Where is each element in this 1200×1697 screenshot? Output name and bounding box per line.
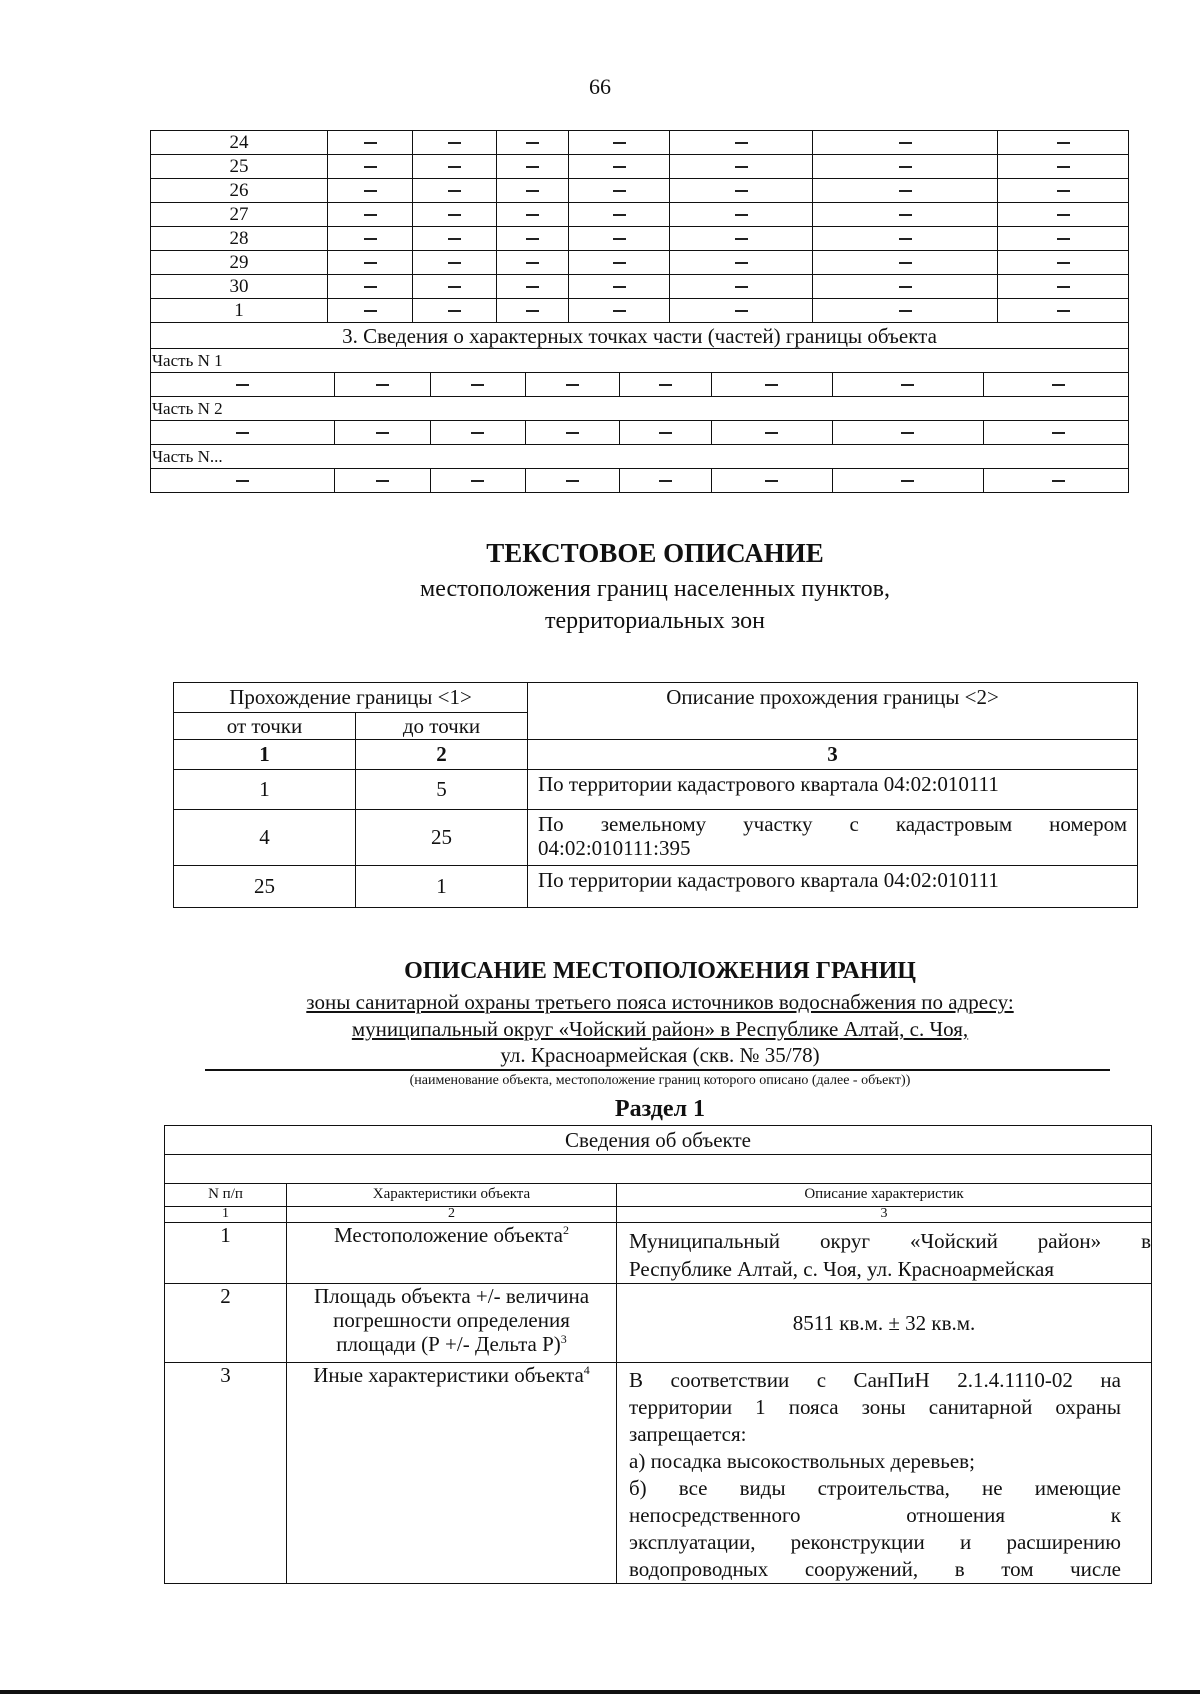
part-values-grid: [151, 469, 1129, 492]
empty-value-cell: [832, 373, 983, 396]
dash-mark: [1057, 310, 1070, 312]
empty-value-cell: [983, 469, 1129, 492]
empty-value-cell: [525, 373, 619, 396]
to-point: 5: [356, 770, 528, 810]
object-row: [165, 1363, 1152, 1584]
to-point: 25: [356, 810, 528, 866]
characteristic-cell: [287, 1363, 617, 1584]
empty-value-cell: [413, 299, 497, 323]
dash-mark: [899, 142, 912, 144]
empty-value-cell: [670, 131, 813, 155]
bottom-border: [0, 1690, 1200, 1694]
dash-mark: [735, 310, 748, 312]
empty-value-cell: [413, 203, 497, 227]
empty-value-cell: [151, 469, 334, 492]
header-from-point: от точки: [174, 713, 356, 740]
empty-value-cell: [813, 251, 998, 275]
dash-mark: [613, 214, 626, 216]
empty-value-cell: [569, 227, 670, 251]
dash-mark: [735, 262, 748, 264]
point-row: [151, 131, 1129, 155]
col-num-3: 3: [617, 1207, 1152, 1223]
empty-value-cell: [328, 275, 413, 299]
dash-mark: [735, 238, 748, 240]
empty-value-cell: [334, 421, 430, 444]
value-line: водопроводных сооружений, в том числе: [629, 1557, 1121, 1581]
dash-mark: [1057, 166, 1070, 168]
dash-mark: [1057, 238, 1070, 240]
dash-mark: [735, 190, 748, 192]
dash-mark: [364, 190, 377, 192]
point-row: [151, 203, 1129, 227]
footnote-ref: 2: [563, 1223, 569, 1237]
part-values-cell: [151, 373, 1129, 397]
point-number: 26: [151, 179, 328, 203]
text-description-title: ТЕКСТОВОЕ ОПИСАНИЕ: [486, 538, 824, 568]
empty-value-cell: [525, 469, 619, 492]
part-label: Часть N 1: [151, 349, 1129, 373]
dash-mark: [899, 238, 912, 240]
dash-mark: [526, 310, 539, 312]
dash-mark: [448, 190, 461, 192]
empty-value-cell: [497, 179, 569, 203]
section-title-characteristic-points: 3. Сведения о характерных точках части (частей) границы объекта: [151, 323, 1129, 349]
empty-value-cell: [328, 203, 413, 227]
empty-value-cell: [619, 469, 711, 492]
part-label: Часть N...: [151, 445, 1129, 469]
empty-value-cell: [430, 469, 525, 492]
dash-mark: [448, 286, 461, 288]
part-values-cell: [151, 469, 1129, 493]
page-number: 66: [589, 74, 611, 99]
dash-mark: [1057, 286, 1070, 288]
empty-value-cell: [711, 421, 832, 444]
dash-mark: [471, 384, 484, 386]
passage-description: [528, 866, 1138, 908]
header-characteristic: Характеристики объекта: [287, 1184, 617, 1207]
header-to-point: до точки: [356, 713, 528, 740]
object-name-line-1: зоны санитарной охраны третьего пояса источников водоснабжения по адресу:: [306, 990, 1014, 1014]
dash-mark: [899, 262, 912, 264]
dash-mark: [526, 142, 539, 144]
characteristic-text: Иные характеристики объекта: [313, 1363, 584, 1387]
empty-value-cell: [334, 469, 430, 492]
dash-mark: [899, 310, 912, 312]
dash-mark: [236, 480, 249, 482]
header-value: Описание характеристик: [617, 1184, 1152, 1207]
dash-mark: [471, 480, 484, 482]
point-row: [151, 299, 1129, 323]
dash-mark: [364, 262, 377, 264]
dash-mark: [566, 432, 579, 434]
value-line: а) посадка высокоствольных деревьев;: [629, 1449, 975, 1473]
points-table: [150, 130, 1129, 493]
dash-mark: [1057, 190, 1070, 192]
empty-value-cell: [413, 179, 497, 203]
col-num-2: 2: [356, 740, 528, 770]
passage-description-text: По земельному участку с кадастровым номером: [538, 812, 1128, 836]
empty-value-cell: [328, 179, 413, 203]
empty-value-cell: [998, 203, 1129, 227]
footnote-ref: 4: [583, 1363, 590, 1377]
empty-value-cell: [832, 421, 983, 444]
object-row: [165, 1223, 1152, 1284]
dash-mark: [613, 310, 626, 312]
empty-value-cell: [497, 251, 569, 275]
dash-mark: [364, 142, 377, 144]
dash-mark: [448, 238, 461, 240]
empty-value-cell: [569, 203, 670, 227]
dash-mark: [613, 238, 626, 240]
value-line: запрещается:: [629, 1422, 747, 1446]
characteristic-text: Площадь объекта +/- величина: [313, 1284, 590, 1308]
object-name-note: (наименование объекта, местоположение границ которого описано (далее - объект)): [409, 1073, 911, 1088]
empty-value-cell: [413, 131, 497, 155]
empty-value-cell: [328, 251, 413, 275]
empty-value-cell: [983, 421, 1129, 444]
empty-value-cell: [413, 227, 497, 251]
point-number: 1: [151, 299, 328, 323]
empty-value-cell: [813, 227, 998, 251]
part-values-row: [151, 421, 1129, 445]
section-title: Раздел 1: [614, 1096, 706, 1122]
value-line: эксплуатации, реконструкции и расширению: [629, 1530, 1121, 1554]
dash-mark: [448, 262, 461, 264]
empty-value-cell: [670, 251, 813, 275]
empty-value-cell: [334, 373, 430, 396]
empty-value-cell: [998, 299, 1129, 323]
dash-mark: [659, 384, 672, 386]
dash-mark: [448, 214, 461, 216]
part-label-row: [151, 397, 1129, 421]
empty-value-cell: [328, 131, 413, 155]
empty-value-cell: [998, 131, 1129, 155]
from-point: 4: [174, 810, 356, 866]
empty-value-cell: [569, 275, 670, 299]
empty-value-cell: [813, 131, 998, 155]
point-row: [151, 275, 1129, 299]
from-point: 1: [174, 770, 356, 810]
part-values-grid: [151, 373, 1129, 396]
empty-value-cell: [998, 155, 1129, 179]
point-row: [151, 179, 1129, 203]
from-point: 25: [174, 866, 356, 908]
dash-mark: [364, 214, 377, 216]
dash-mark: [376, 384, 389, 386]
dash-mark: [364, 238, 377, 240]
empty-value-cell: [497, 299, 569, 323]
empty-value-cell: [497, 203, 569, 227]
empty-value-cell: [151, 421, 334, 444]
empty-value-cell: [430, 373, 525, 396]
empty-value-cell: [670, 203, 813, 227]
dash-mark: [1052, 384, 1065, 386]
passage-row: [174, 770, 1138, 810]
object-name-line-3: ул. Красноармейская (скв. № 35/78): [500, 1043, 820, 1067]
empty-value-cell: [813, 155, 998, 179]
dash-mark: [566, 480, 579, 482]
empty-value-cell: [328, 227, 413, 251]
dash-mark: [899, 286, 912, 288]
footnote-ref: 3: [560, 1332, 567, 1346]
point-number: 27: [151, 203, 328, 227]
point-row: [151, 227, 1129, 251]
value-cell: [617, 1363, 1152, 1584]
empty-value-cell: [569, 179, 670, 203]
empty-value-cell: [413, 251, 497, 275]
dash-mark: [448, 142, 461, 144]
passage-description-text: По территории кадастрового квартала 04:02:010111: [538, 868, 999, 892]
dash-mark: [899, 214, 912, 216]
dash-mark: [659, 432, 672, 434]
value-line: б) все виды строительства, не имеющие: [629, 1476, 1121, 1500]
object-row: [165, 1284, 1152, 1363]
dash-mark: [526, 262, 539, 264]
location-description-title: ОПИСАНИЕ МЕСТОПОЛОЖЕНИЯ ГРАНИЦ: [404, 958, 916, 984]
row-number: 2: [165, 1284, 287, 1363]
dash-mark: [526, 238, 539, 240]
dash-mark: [613, 286, 626, 288]
empty-value-cell: [998, 227, 1129, 251]
boundary-passage-table: [173, 682, 1138, 908]
dash-mark: [659, 480, 672, 482]
dash-mark: [364, 286, 377, 288]
dash-mark: [526, 286, 539, 288]
dash-mark: [1057, 262, 1070, 264]
empty-value-cell: [619, 421, 711, 444]
point-number: 29: [151, 251, 328, 275]
value-line: Республике Алтай, с. Чоя, ул. Красноармейская: [629, 1257, 1055, 1281]
dash-mark: [526, 214, 539, 216]
col-num-1: 1: [174, 740, 356, 770]
empty-value-cell: [525, 421, 619, 444]
text-description-subtitle-2: территориальных зон: [545, 608, 765, 634]
dash-mark: [765, 432, 778, 434]
dash-mark: [236, 432, 249, 434]
object-name-rule: [205, 1069, 1110, 1071]
value-cell: [617, 1223, 1152, 1284]
dash-mark: [471, 432, 484, 434]
empty-value-cell: [983, 373, 1129, 396]
empty-value-cell: [497, 155, 569, 179]
empty-value-cell: [619, 373, 711, 396]
empty-value-cell: [832, 469, 983, 492]
passage-row: [174, 866, 1138, 908]
point-number: 24: [151, 131, 328, 155]
empty-value-cell: [813, 299, 998, 323]
dash-mark: [613, 262, 626, 264]
empty-value-cell: [151, 373, 334, 396]
dash-mark: [735, 286, 748, 288]
part-values-grid: [151, 421, 1129, 444]
empty-value-cell: [670, 155, 813, 179]
to-point: 1: [356, 866, 528, 908]
dash-mark: [899, 166, 912, 168]
point-number: 25: [151, 155, 328, 179]
header-passage: Прохождение границы <1>: [174, 683, 528, 713]
dash-mark: [236, 384, 249, 386]
empty-value-cell: [497, 275, 569, 299]
empty-value-cell: [569, 251, 670, 275]
object-table-title: Сведения об объекте: [165, 1126, 1152, 1155]
empty-value-cell: [670, 227, 813, 251]
dash-mark: [901, 384, 914, 386]
dash-mark: [364, 166, 377, 168]
dash-mark: [364, 310, 377, 312]
dash-mark: [901, 480, 914, 482]
empty-value-cell: [569, 131, 670, 155]
empty-value-cell: [497, 227, 569, 251]
col-num-1: 1: [165, 1207, 287, 1223]
dash-mark: [613, 166, 626, 168]
empty-value-cell: [413, 155, 497, 179]
characteristic-text: Местоположение объекта: [333, 1223, 563, 1247]
dash-mark: [765, 384, 778, 386]
dash-mark: [448, 166, 461, 168]
passage-description: [528, 810, 1138, 866]
characteristic-cell: [287, 1284, 617, 1363]
passage-description-text-2: 04:02:010111:395: [538, 836, 691, 860]
dash-mark: [376, 432, 389, 434]
dash-mark: [899, 190, 912, 192]
dash-mark: [1052, 432, 1065, 434]
empty-value-cell: [670, 179, 813, 203]
empty-value-cell: [813, 203, 998, 227]
empty-value-cell: [328, 155, 413, 179]
characteristic-text: погрешности определения: [333, 1308, 570, 1332]
dash-mark: [1057, 214, 1070, 216]
passage-row: [174, 810, 1138, 866]
empty-value-cell: [430, 421, 525, 444]
point-row: [151, 251, 1129, 275]
header-description: Описание прохождения границы <2>: [528, 683, 1138, 740]
empty-value-cell: [670, 275, 813, 299]
dash-mark: [566, 384, 579, 386]
dash-mark: [526, 190, 539, 192]
part-label-row: [151, 445, 1129, 469]
empty-value-cell: [711, 373, 832, 396]
passage-description: [528, 770, 1138, 810]
dash-mark: [526, 166, 539, 168]
empty-value-cell: [569, 299, 670, 323]
object-info-table: [164, 1125, 1152, 1584]
dash-mark: [1052, 480, 1065, 482]
characteristic-text: площади (Р +/- Дельта Р): [336, 1332, 561, 1356]
characteristic-cell: [287, 1223, 617, 1284]
text-description-subtitle-1: местоположения границ населенных пунктов,: [420, 576, 890, 602]
value-line: непосредственного отношения к: [629, 1503, 1121, 1527]
object-name-line-2: муниципальный округ «Чойский район» в Республике Алтай, с. Чоя,: [351, 1017, 969, 1041]
dash-mark: [613, 190, 626, 192]
part-values-cell: [151, 421, 1129, 445]
part-label-row: [151, 349, 1129, 373]
empty-value-cell: [813, 275, 998, 299]
value-cell: 8511 кв.м. ± 32 кв.м.: [617, 1284, 1152, 1363]
col-num-3: 3: [528, 740, 1138, 770]
empty-value-cell: [328, 299, 413, 323]
empty-value-cell: [670, 299, 813, 323]
empty-value-cell: [998, 275, 1129, 299]
dash-mark: [735, 166, 748, 168]
object-table-spacer: [165, 1155, 1152, 1184]
header-number: N п/п: [165, 1184, 287, 1207]
row-number: 1: [165, 1223, 287, 1284]
point-row: [151, 155, 1129, 179]
col-num-2: 2: [287, 1207, 617, 1223]
dash-mark: [376, 480, 389, 482]
empty-value-cell: [497, 131, 569, 155]
part-values-row: [151, 373, 1129, 397]
value-line: территории 1 пояса зоны санитарной охраны: [629, 1395, 1121, 1419]
dash-mark: [448, 310, 461, 312]
point-number: 28: [151, 227, 328, 251]
empty-value-cell: [998, 179, 1129, 203]
empty-value-cell: [569, 155, 670, 179]
dash-mark: [901, 432, 914, 434]
value-line: Муниципальный округ «Чойский район» в: [629, 1229, 1151, 1253]
row-number: 3: [165, 1363, 287, 1584]
empty-value-cell: [413, 275, 497, 299]
point-number: 30: [151, 275, 328, 299]
passage-description-text: По территории кадастрового квартала 04:02:010111: [538, 772, 999, 796]
empty-value-cell: [998, 251, 1129, 275]
dash-mark: [613, 142, 626, 144]
dash-mark: [1057, 142, 1070, 144]
part-values-row: [151, 469, 1129, 493]
dash-mark: [765, 480, 778, 482]
dash-mark: [735, 214, 748, 216]
value-line: В соответствии с СанПиН 2.1.4.1110-02 на: [629, 1368, 1121, 1392]
part-label: Часть N 2: [151, 397, 1129, 421]
empty-value-cell: [711, 469, 832, 492]
dash-mark: [735, 142, 748, 144]
empty-value-cell: [813, 179, 998, 203]
